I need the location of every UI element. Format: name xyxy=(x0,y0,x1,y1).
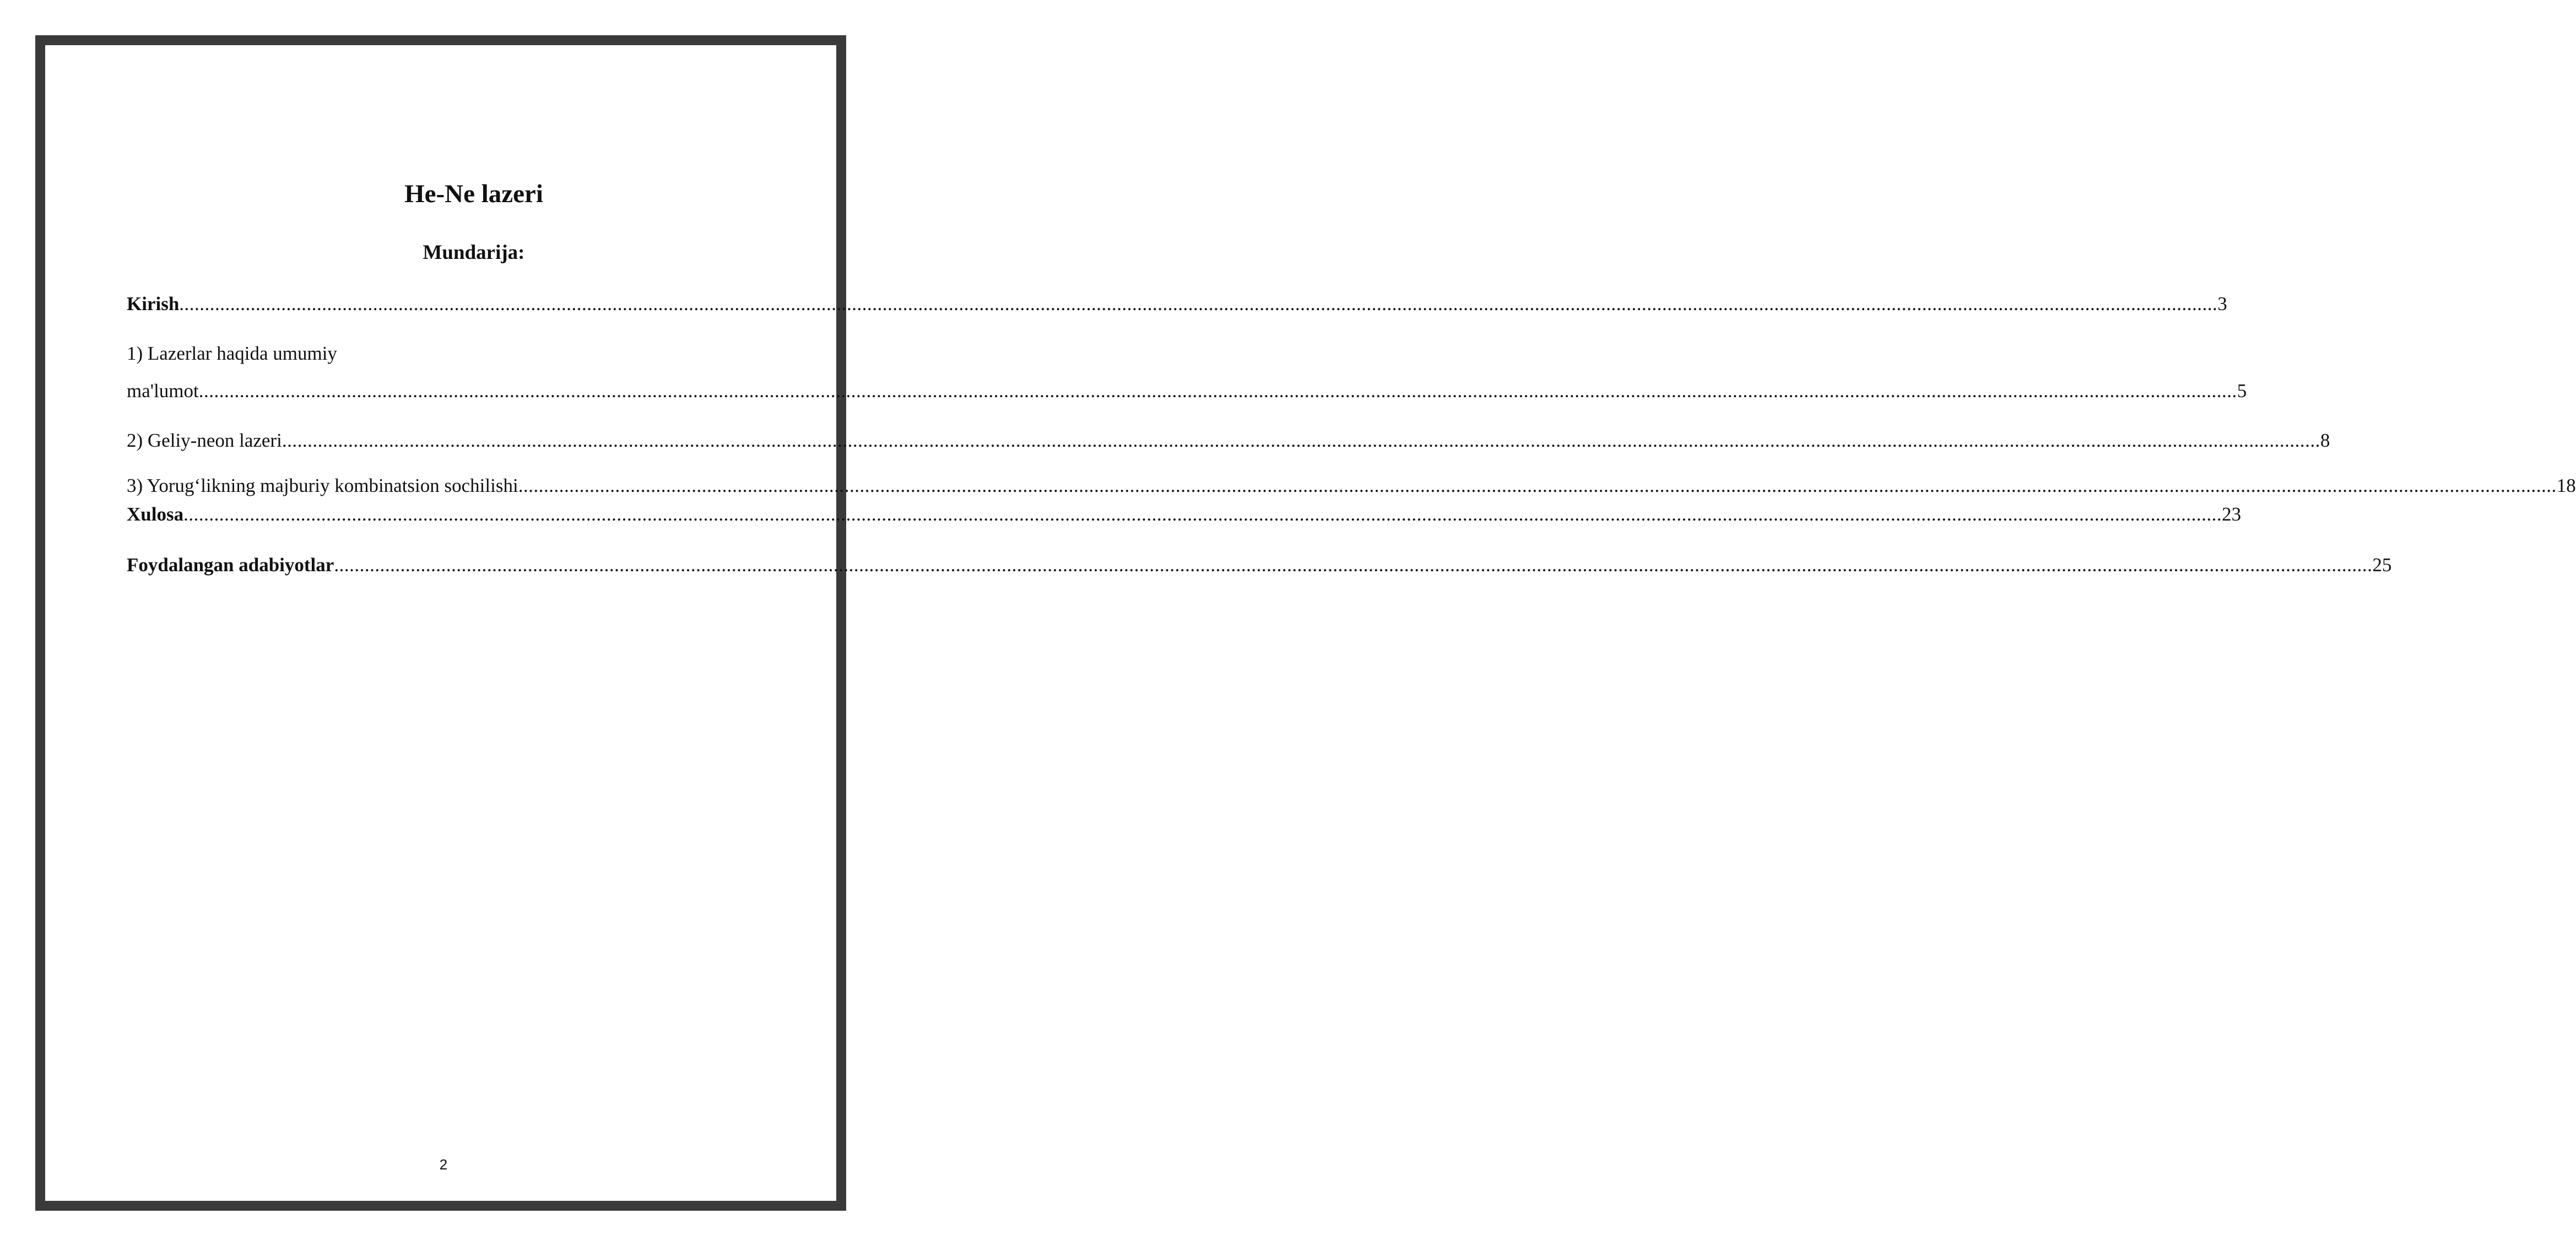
toc-entry-page: 3 xyxy=(2217,293,2227,315)
toc-entry-page: 8 xyxy=(2320,430,2330,451)
toc-entry-page: 18 xyxy=(2556,475,2576,496)
toc-entry-label: Xulosa xyxy=(127,503,184,525)
toc-entry-lazerlar[interactable] xyxy=(127,378,2247,404)
toc-entry-label: Kirish xyxy=(127,293,180,315)
toc-entry-lazerlar-line1[interactable]: 1) Lazerlar haqida umumiy xyxy=(127,343,337,364)
toc-entry-label: 3) Yorug‘likning majburiy kombinatsion sochilishi xyxy=(127,475,518,496)
page-number: 2 xyxy=(439,1156,448,1173)
toc-entry-label: 2) Geliy-neon lazeri xyxy=(127,430,282,451)
document-title: He-Ne lazeri xyxy=(404,180,543,208)
toc-entry-page: 25 xyxy=(2372,554,2392,576)
toc-heading: Mundarija: xyxy=(423,241,525,264)
toc-entry-xulosa[interactable] xyxy=(127,501,2242,528)
toc-leader-dots: ................................................................................................................................................................................................................................................................................................................................................................................................................ xyxy=(518,475,2557,496)
toc-entry-kirish[interactable] xyxy=(127,291,2227,317)
toc-entry-page: 5 xyxy=(2237,380,2247,402)
toc-leader-dots: ................................................................................................................................................................................................................................................................................................................................................................................................................ xyxy=(179,293,2218,315)
toc-leader-dots: ................................................................................................................................................................................................................................................................................................................................................................................................................ xyxy=(334,554,2373,576)
page-border xyxy=(35,35,846,1211)
toc-leader-dots: ................................................................................................................................................................................................................................................................................................................................................................................................................ xyxy=(198,380,2237,402)
toc-leader-dots: ................................................................................................................................................................................................................................................................................................................................................................................................................ xyxy=(183,503,2222,525)
toc-entry-yoruglik[interactable] xyxy=(127,473,2576,499)
toc-entry-geliy-neon[interactable] xyxy=(127,427,2330,454)
toc-entry-label: Foydalangan adabiyotlar xyxy=(127,554,334,576)
toc-leader-dots: ................................................................................................................................................................................................................................................................................................................................................................................................................ xyxy=(282,430,2320,451)
toc-entry-page: 23 xyxy=(2222,503,2242,525)
toc-entry-label: ma'lumot xyxy=(127,380,199,402)
toc-entry-foydalangan[interactable] xyxy=(127,552,2392,578)
